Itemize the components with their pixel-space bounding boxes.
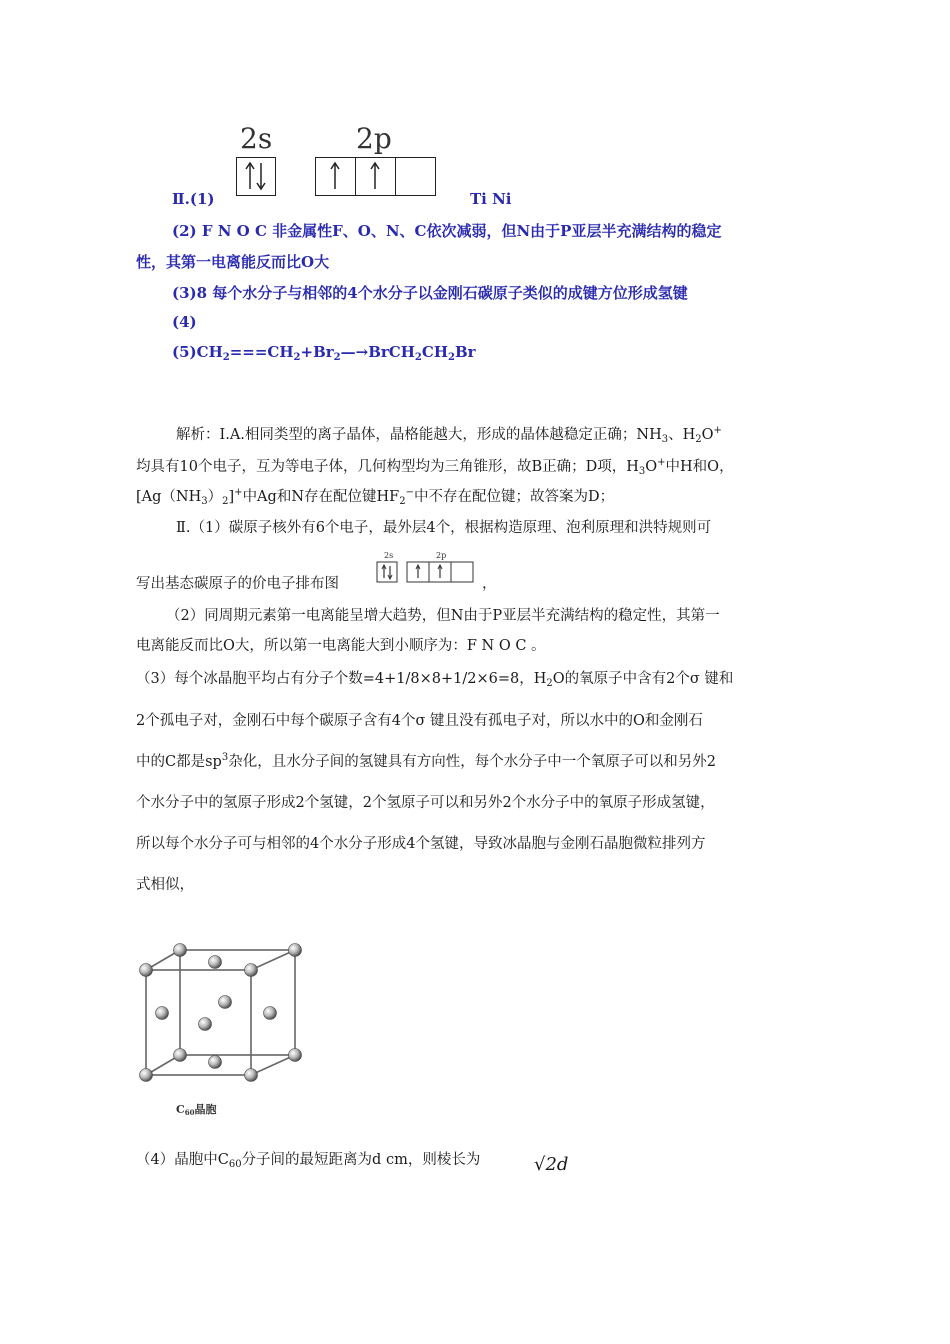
answer-2-line-b: 性，其第一电离能反而比O大 (136, 253, 330, 271)
orbital-2s-label: 2s (240, 122, 273, 155)
text-run: 均具有10个电子，互为等电子体，几何构型均为三角锥形，故B正确；D项，H (136, 459, 639, 475)
svg-text:2s: 2s (384, 551, 394, 560)
up-arrow-icon (316, 158, 354, 194)
analysis-p2-line-b: 写出基态碳原子的价电子排布图 (136, 576, 339, 592)
orbital-2p-label: 2p (356, 122, 392, 155)
text-run: 、H (668, 427, 696, 443)
small-orbital-diagram (374, 548, 478, 586)
text-run: [Ag（NH (136, 489, 202, 505)
eq-sub: 2 (333, 352, 341, 363)
text-run: 杂化，且水分子间的氢键具有方向性，每个水分子中一个氧原子可以和另外2 (228, 754, 716, 770)
sub: 3 (201, 496, 208, 507)
text-run: 解析：Ⅰ.A.相同类型的离子晶体，晶格能越大，形成的晶体越稳定正确；NH (176, 427, 662, 443)
sup: + (713, 425, 722, 436)
text-run: （4）晶胞中C (136, 1152, 229, 1168)
answer-3: (3)8 每个水分子与相邻的4个水分子以金刚石碳原子类似的成键方位形成氢键 (172, 284, 688, 302)
eq-sub: 2 (414, 352, 422, 363)
analysis-p5-line (136, 1148, 480, 1170)
analysis-p4-line-e: 所以每个水分子可与相邻的4个水分子形成4个氢键，导致冰晶胞与金刚石晶胞微粒排列方 (136, 836, 706, 852)
sub: 2 (222, 496, 229, 507)
sqrt-2d-formula: √2d (534, 1154, 569, 1175)
eq-part: (5)CH (172, 343, 223, 361)
analysis-p1-line-a (176, 423, 722, 445)
text-run: 中H和O， (665, 459, 734, 475)
eq-part: +Br (300, 343, 334, 361)
analysis-p4-line-b: 2个孤电子对，金刚石中每个碳原子含有4个σ 键且没有孤电子对，所以水中的O和金刚石 (136, 713, 703, 729)
up-arrow-icon (356, 158, 394, 194)
analysis-p1-line-c (136, 485, 614, 507)
up-down-arrows-icon (237, 158, 274, 194)
text-run: ） (207, 489, 223, 505)
text-run: 中不存在配位键；故答案为D； (413, 489, 615, 505)
orbital-box-2p-3 (395, 157, 436, 196)
eq-part: ===CH (229, 343, 294, 361)
text-run: 中Ag和N存在配位键HF (242, 489, 400, 505)
section2-label-1: Ⅱ.(1) (172, 190, 215, 208)
orbital-box-2p-1 (315, 157, 356, 196)
eq-part: Br (454, 343, 476, 361)
c60-unit-cell-figure (130, 935, 310, 1095)
svg-text:2p: 2p (436, 551, 447, 560)
text-run: ] (228, 489, 235, 505)
eq-part: —→BrCH (340, 343, 415, 361)
sub: 2 (695, 434, 702, 445)
answer-2-line-a: (2) F N O C 非金属性F、O、N、C依次减弱，但N由于P亚层半充满结构的稳定 (172, 222, 722, 240)
answer-5 (172, 343, 476, 363)
analysis-p3-line-a: （2）同周期元素第一电离能呈增大趋势，但N由于P亚层半充满结构的稳定性，其第一 (166, 608, 720, 624)
eq-sub: 2 (293, 352, 301, 363)
sup: − (405, 487, 414, 498)
orbital-box-2s (236, 157, 276, 196)
ti-ni-answer: Ti Ni (470, 190, 512, 208)
text-run: 中的C都是sp (136, 754, 222, 770)
caption-sub: 60 (184, 1108, 195, 1117)
answer-4: (4) (172, 313, 197, 331)
sup: 3 (221, 752, 229, 763)
text-run: O (701, 427, 714, 443)
sub: 60 (228, 1159, 242, 1170)
sub: 3 (638, 466, 646, 477)
analysis-p2-line-a: Ⅱ.（1）碳原子核外有6个电子，最外层4个，根据构造原理、泡利原理和洪特规则可 (176, 520, 712, 536)
analysis-p4-line-c (136, 750, 716, 771)
sup: + (657, 457, 666, 468)
sub: 2 (546, 678, 553, 689)
orbital-box-2p-2 (355, 157, 396, 196)
analysis-p1-line-b (136, 455, 734, 477)
eq-sub: 2 (222, 352, 230, 363)
analysis-p4-line-d: 个水分子中的氢原子形成2个氢键，2个氢原子可以和另外2个水分子中的氧原子形成氢键， (136, 795, 715, 811)
caption-text: 晶胞 (194, 1103, 217, 1116)
text-run: O的氧原子中含有2个σ 键和 (552, 671, 734, 687)
text-run: 分子间的最短距离为d cm，则棱长为 (241, 1152, 481, 1168)
sub: 2 (399, 496, 406, 507)
analysis-p4-line-a (136, 667, 733, 689)
analysis-p4-line-f: 式相似， (136, 877, 194, 893)
eq-part: CH (421, 343, 448, 361)
text-run: （3）每个冰晶胞平均占有分子个数=4+1/8×8+1/2×6=8，H (136, 671, 547, 687)
sup: + (234, 487, 243, 498)
c60-caption (176, 1101, 217, 1117)
analysis-p2-comma: ， (482, 576, 497, 592)
eq-sub: 2 (448, 352, 455, 363)
caption-text: C (176, 1103, 185, 1116)
analysis-p3-line-b: 电离能反而比O大，所以第一电离能大到小顺序为：F N O C 。 (136, 638, 546, 654)
sub: 3 (661, 434, 669, 445)
text-run: O (645, 459, 658, 475)
